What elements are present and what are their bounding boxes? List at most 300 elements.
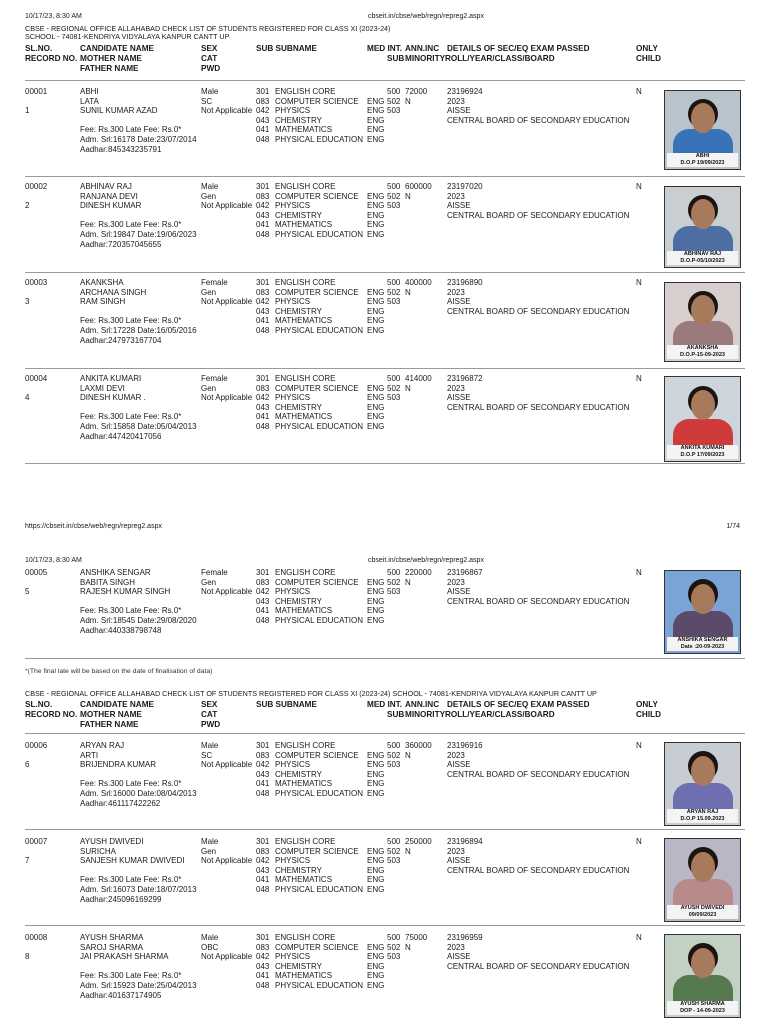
subject-medium: ENG — [367, 229, 385, 239]
record-no: 1 — [25, 106, 30, 116]
subject-code: 083 — [256, 846, 270, 856]
subject-medium: ENG — [367, 875, 385, 885]
subject-code: 042 — [256, 856, 270, 866]
roll-no: 23196959 — [447, 933, 483, 942]
col-pwd: PWD — [201, 64, 221, 73]
father-name: RAJESH KUMAR SINGH — [80, 587, 171, 597]
row-divider — [25, 925, 745, 926]
col-only: ONLY — [636, 44, 658, 53]
subject-medium: ENG — [367, 287, 385, 297]
roll-no: 23196894 — [447, 837, 483, 846]
col-anninc: ANN.INC — [405, 44, 440, 53]
annual-income: 72000 — [405, 87, 428, 96]
subject-name: CHEMISTRY — [275, 865, 322, 875]
photo-face — [691, 199, 715, 229]
category: SC — [201, 750, 213, 760]
aadhar-info: Aadhar:247973167704 — [80, 335, 162, 345]
subject-name: PHYSICAL EDUCATION — [275, 229, 364, 239]
subject-code: 042 — [256, 587, 270, 597]
only-child: N — [636, 87, 642, 96]
subject-int: 503 — [387, 106, 401, 116]
subject-code: 301 — [256, 837, 270, 846]
subject-code: 301 — [256, 87, 270, 96]
subject-int — [387, 616, 400, 626]
photo-body — [673, 783, 733, 811]
photo-caption — [667, 809, 738, 823]
subject-name: MATHEMATICS — [275, 971, 333, 981]
sex: Male — [201, 741, 219, 750]
subject-code: 041 — [256, 875, 270, 885]
subject-medium: ENG — [367, 306, 385, 316]
fee-info: Fee: Rs.300 Late Fee: Rs.0* — [80, 220, 182, 230]
photo-caption — [667, 251, 738, 265]
photo-caption — [667, 905, 738, 919]
subject-int: 500 — [387, 741, 401, 750]
subject-medium: ENG — [367, 596, 385, 606]
photo-caption-name: ABHINAV RAJ — [683, 251, 722, 257]
photo-face — [691, 852, 715, 882]
subject-name: COMPUTER SCIENCE — [275, 577, 359, 587]
subject-int — [387, 971, 400, 981]
subject-name: PHYSICS — [275, 856, 311, 866]
fee-info: Fee: Rs.300 Late Fee: Rs.0* — [80, 875, 182, 885]
serial-no: 00003 — [25, 278, 48, 287]
subject-int — [387, 326, 400, 336]
board: CENTRAL BOARD OF SECONDARY EDUCATION — [447, 865, 630, 875]
photo-caption-date: D.O.P 19/09/2023 — [680, 159, 725, 166]
col-roll: ROLL/YEAR/CLASS/BOARD — [445, 54, 555, 63]
subject-name: PHYSICS — [275, 760, 311, 770]
admission-info: Adm. Srl:18545 Date:29/08/2020 — [80, 615, 197, 625]
subject-name: CHEMISTRY — [275, 210, 322, 220]
record-no: 2 — [25, 201, 30, 211]
photo-caption-name: ABHI — [695, 153, 710, 159]
photo-caption-name: AYUSH DWIVEDI — [680, 905, 725, 911]
annual-income: 250000 — [405, 837, 432, 846]
subject-medium — [367, 374, 384, 384]
aadhar-info: Aadhar:845343235791 — [80, 144, 162, 154]
subject-int: 502 — [387, 383, 401, 393]
print-url-2: cbseit.in/cbse/web/regn/repreg2.aspx — [368, 557, 484, 564]
father-name: SUNIL KUMAR AZAD — [80, 106, 158, 116]
record-no: 7 — [25, 856, 30, 866]
mother-name: LAXMI DEVI — [80, 383, 125, 393]
subject-name: ENGLISH CORE — [275, 837, 336, 846]
only-child: N — [636, 374, 642, 383]
subject-int: 502 — [387, 846, 401, 856]
subject-code: 048 — [256, 229, 270, 239]
only-child: N — [636, 933, 642, 942]
pwd: Not Applicable — [201, 760, 253, 770]
row-divider — [25, 272, 745, 273]
subject-code: 042 — [256, 201, 270, 211]
photo-caption-date: DOP - 14-09-2023 — [680, 1007, 725, 1014]
father-name: SANJESH KUMAR DWIVEDI — [80, 856, 185, 866]
subject-int — [387, 125, 400, 135]
subject-medium: ENG — [367, 383, 385, 393]
exam-class: AISSE — [447, 297, 471, 307]
subject-name: PHYSICS — [275, 106, 311, 116]
student-photo — [664, 742, 741, 826]
annual-income: 400000 — [405, 278, 432, 287]
subject-code: 041 — [256, 412, 270, 422]
sex: Male — [201, 837, 219, 846]
subject-name: ENGLISH CORE — [275, 182, 336, 191]
row-divider — [25, 733, 745, 734]
subject-code: 041 — [256, 220, 270, 230]
photo-caption-date: D.O.P-15-09-2023 — [680, 351, 725, 358]
subject-int: 503 — [387, 297, 401, 307]
col-med: MED INT. — [367, 44, 403, 53]
subject-int — [387, 962, 400, 972]
subject-code: 042 — [256, 106, 270, 116]
pass-year: 2023 — [447, 383, 465, 393]
pwd: Not Applicable — [201, 297, 253, 307]
subject-name: PHYSICS — [275, 952, 311, 962]
photo-caption-date: D.O.P 17/09/2023 — [680, 451, 725, 458]
fee-info: Fee: Rs.300 Late Fee: Rs.0* — [80, 971, 182, 981]
subject-medium: ENG — [367, 779, 385, 789]
col-child: CHILD — [636, 54, 662, 63]
subject-code: 048 — [256, 325, 270, 335]
exam-class: AISSE — [447, 856, 471, 866]
subject-medium: ENG — [367, 115, 385, 125]
subject-code: 048 — [256, 788, 270, 798]
subject-code: 043 — [256, 596, 270, 606]
subject-medium: ENG — [367, 134, 385, 144]
subject-int — [387, 412, 400, 422]
subject-code: 041 — [256, 606, 270, 616]
photo-caption — [667, 153, 738, 167]
subject-int — [387, 307, 400, 317]
minority: N — [405, 846, 411, 856]
subject-name: PHYSICAL EDUCATION — [275, 615, 364, 625]
subject-int — [387, 220, 400, 230]
subject-code: 043 — [256, 865, 270, 875]
fee-info: Fee: Rs.300 Late Fee: Rs.0* — [80, 316, 182, 326]
row-divider — [25, 368, 745, 369]
exam-class: AISSE — [447, 393, 471, 403]
subject-int: 503 — [387, 201, 401, 211]
subject-int — [387, 779, 400, 789]
photo-body — [673, 975, 733, 1003]
pwd: Not Applicable — [201, 393, 253, 403]
row-divider — [25, 176, 745, 177]
photo-body — [673, 419, 733, 447]
serial-no: 00006 — [25, 741, 48, 750]
annual-income: 360000 — [405, 741, 432, 750]
subject-int: 503 — [387, 856, 401, 866]
subject-name: ENGLISH CORE — [275, 87, 336, 96]
subject-int: 503 — [387, 952, 401, 962]
subject-medium: ENG — [367, 942, 385, 952]
subject-code: 048 — [256, 980, 270, 990]
subject-code: 301 — [256, 374, 270, 383]
subject-code: 048 — [256, 615, 270, 625]
subject-medium: ENG — [367, 96, 385, 106]
admission-info: Adm. Srl:19847 Date:19/06/2023 — [80, 229, 197, 239]
serial-no: 00005 — [25, 568, 48, 577]
subject-name: ENGLISH CORE — [275, 278, 336, 287]
subject-int — [387, 885, 400, 895]
subject-medium: ENG — [367, 577, 385, 587]
subject-medium: ENG — [367, 297, 385, 307]
student-photo — [664, 186, 741, 268]
subject-medium: ENG — [367, 125, 385, 135]
subject-code: 048 — [256, 884, 270, 894]
category: OBC — [201, 942, 219, 952]
row-divider — [25, 80, 745, 81]
subject-int — [387, 403, 400, 413]
minority: N — [405, 577, 411, 587]
subject-code: 041 — [256, 125, 270, 135]
col-mother: MOTHER NAME — [80, 54, 142, 63]
photo-face — [691, 584, 715, 614]
subject-code: 042 — [256, 760, 270, 770]
pwd: Not Applicable — [201, 201, 253, 211]
annual-income: 75000 — [405, 933, 428, 942]
admission-info: Adm. Srl:16073 Date:18/07/2013 — [80, 884, 197, 894]
subject-name: COMPUTER SCIENCE — [275, 942, 359, 952]
subject-int — [387, 606, 400, 616]
aadhar-info: Aadhar:401637174905 — [80, 990, 162, 1000]
minority: N — [405, 383, 411, 393]
pwd: Not Applicable — [201, 587, 253, 597]
student-photo — [664, 570, 741, 654]
subject-medium: ENG — [367, 191, 385, 201]
candidate-name: ABHI — [80, 87, 99, 96]
subject-name: PHYSICS — [275, 201, 311, 211]
exam-class: AISSE — [447, 587, 471, 597]
subject-code: 042 — [256, 952, 270, 962]
subject-medium: ENG — [367, 606, 385, 616]
subject-int: 500 — [387, 87, 401, 96]
father-name: JAI PRAKASH SHARMA — [80, 952, 169, 962]
record-no: 8 — [25, 952, 30, 962]
photo-face — [691, 295, 715, 325]
board: CENTRAL BOARD OF SECONDARY EDUCATION — [447, 306, 630, 316]
board: CENTRAL BOARD OF SECONDARY EDUCATION — [447, 115, 630, 125]
father-name: BRIJENDRA KUMAR — [80, 760, 157, 770]
subject-code: 083 — [256, 577, 270, 587]
col-slno: SL.NO. — [25, 44, 53, 53]
subject-medium: ENG — [367, 846, 385, 856]
subject-code: 301 — [256, 741, 270, 750]
subject-name: COMPUTER SCIENCE — [275, 191, 359, 201]
subject-name: ENGLISH CORE — [275, 568, 336, 577]
subject-code: 043 — [256, 210, 270, 220]
student-photo — [664, 376, 741, 462]
only-child: N — [636, 741, 642, 750]
board: CENTRAL BOARD OF SECONDARY EDUCATION — [447, 961, 630, 971]
subject-medium — [367, 933, 384, 943]
subject-medium: ENG — [367, 325, 385, 335]
subject-name: COMPUTER SCIENCE — [275, 750, 359, 760]
subject-int — [387, 597, 400, 607]
subject-name: ENGLISH CORE — [275, 933, 336, 942]
subject-int: 503 — [387, 393, 401, 403]
category: Gen — [201, 287, 217, 297]
pass-year: 2023 — [447, 287, 465, 297]
subject-int: 500 — [387, 182, 401, 191]
subject-code: 043 — [256, 115, 270, 125]
subject-medium: ENG — [367, 971, 385, 981]
subject-code: 301 — [256, 933, 270, 942]
subject-int: 502 — [387, 577, 401, 587]
photo-caption-name: AKANKSHA — [686, 345, 719, 351]
subject-code: 083 — [256, 96, 270, 106]
subject-int — [387, 230, 400, 240]
subject-medium: ENG — [367, 210, 385, 220]
aadhar-info: Aadhar:440338798748 — [80, 625, 162, 635]
col-record: RECORD NO. — [25, 54, 78, 63]
subject-code: 083 — [256, 191, 270, 201]
roll-no: 23196916 — [447, 741, 483, 750]
serial-no: 00002 — [25, 182, 48, 191]
serial-no: 00008 — [25, 933, 48, 942]
subject-code: 083 — [256, 750, 270, 760]
student-photo — [664, 282, 741, 362]
aadhar-info: Aadhar:461117422262 — [80, 798, 161, 808]
father-name: DINESH KUMAR — [80, 201, 142, 211]
subject-int: 502 — [387, 96, 401, 106]
col-sex: SEX — [201, 44, 218, 53]
col-cat: CAT — [201, 54, 218, 63]
pass-year: 2023 — [447, 846, 465, 856]
only-child: N — [636, 568, 642, 577]
subject-code: 041 — [256, 316, 270, 326]
subject-int — [387, 770, 400, 780]
candidate-name: AYUSH SHARMA — [80, 933, 144, 942]
fee-info: Fee: Rs.300 Late Fee: Rs.0* — [80, 606, 182, 616]
sex: Male — [201, 933, 219, 942]
photo-caption-name: AYUSH SHARMA — [680, 1001, 725, 1007]
subject-name: MATHEMATICS — [275, 779, 333, 789]
candidate-name: ANKITA KUMARI — [80, 374, 142, 383]
only-child: N — [636, 182, 642, 191]
admission-info: Adm. Srl:16178 Date:23/07/2014 — [80, 134, 197, 144]
subject-name: CHEMISTRY — [275, 769, 322, 779]
mother-name: ARTI — [80, 750, 99, 760]
browser-header-page2 — [25, 556, 742, 566]
subject-int — [387, 116, 400, 126]
subject-int — [387, 211, 400, 221]
subject-code: 042 — [256, 297, 270, 307]
sex: Female — [201, 374, 228, 383]
father-name: DINESH KUMAR . — [80, 393, 146, 403]
subject-int — [387, 789, 400, 799]
subject-code: 042 — [256, 393, 270, 403]
subject-medium: ENG — [367, 587, 385, 597]
print-url: cbseit.in/cbse/web/regn/repreg2.aspx — [368, 13, 484, 20]
annual-income: 600000 — [405, 182, 432, 191]
photo-caption-date: 09/09/2023 — [688, 911, 717, 918]
roll-no: 23196924 — [447, 87, 483, 96]
photo-body — [673, 611, 733, 639]
subject-code: 043 — [256, 769, 270, 779]
col-father: FATHER NAME — [80, 64, 139, 73]
minority: N — [405, 750, 411, 760]
subject-name: PHYSICAL EDUCATION — [275, 884, 364, 894]
subject-code: 301 — [256, 182, 270, 191]
mother-name: SAROJ SHARMA — [80, 942, 144, 952]
page-count: 1/74 — [726, 523, 740, 530]
record-no: 6 — [25, 760, 30, 770]
subject-name: PHYSICAL EDUCATION — [275, 421, 364, 431]
exam-class: AISSE — [447, 201, 471, 211]
footer-url: https://cbseit.in/cbse/web/regn/repreg2.aspx — [25, 523, 162, 530]
subject-name: MATHEMATICS — [275, 606, 333, 616]
subject-name: COMPUTER SCIENCE — [275, 96, 359, 106]
subject-name: PHYSICAL EDUCATION — [275, 788, 364, 798]
subject-code: 083 — [256, 287, 270, 297]
board: CENTRAL BOARD OF SECONDARY EDUCATION — [447, 402, 630, 412]
subject-name: PHYSICS — [275, 393, 311, 403]
subject-medium: ENG — [367, 769, 385, 779]
report-title-line1: CBSE - REGIONAL OFFICE ALLAHABAD CHECK LIST OF STUDENTS REGISTERED FOR CLASS XI (2023-24) — [25, 24, 391, 33]
photo-face — [691, 103, 715, 133]
subject-medium — [367, 741, 384, 751]
photo-body — [673, 879, 733, 907]
subject-int: 500 — [387, 278, 401, 287]
subject-name: MATHEMATICS — [275, 875, 333, 885]
subject-name: PHYSICAL EDUCATION — [275, 325, 364, 335]
category: Gen — [201, 846, 217, 856]
candidate-name: ARYAN RAJ — [80, 741, 125, 750]
photo-caption-name: ARYAN RAJ — [686, 809, 719, 815]
exam-class: AISSE — [447, 760, 471, 770]
pwd: Not Applicable — [201, 856, 253, 866]
col-sub: SUB — [387, 54, 405, 63]
subject-name: CHEMISTRY — [275, 306, 322, 316]
exam-class: AISSE — [447, 106, 471, 116]
col-details: DETAILS OF SEC/EQ EXAM PASSED — [447, 44, 590, 53]
mother-name: LATA — [80, 96, 99, 106]
photo-caption — [667, 637, 738, 651]
category: Gen — [201, 383, 217, 393]
subject-medium: ENG — [367, 402, 385, 412]
student-photo — [664, 934, 741, 1018]
photo-caption — [667, 445, 738, 459]
subject-int: 500 — [387, 933, 401, 942]
col-candidate: CANDIDATE NAME — [80, 44, 154, 53]
admission-info: Adm. Srl:16000 Date:08/04/2013 — [80, 788, 197, 798]
pass-year: 2023 — [447, 191, 465, 201]
subject-int: 502 — [387, 942, 401, 952]
subject-int — [387, 422, 400, 432]
subject-code: 048 — [256, 421, 270, 431]
record-no: 4 — [25, 393, 30, 403]
record-no: 3 — [25, 297, 30, 307]
roll-no: 23196890 — [447, 278, 483, 287]
photo-caption — [667, 1001, 738, 1015]
father-name: RAM SINGH — [80, 297, 126, 307]
category: Gen — [201, 577, 217, 587]
subject-int — [387, 316, 400, 326]
only-child: N — [636, 837, 642, 846]
subject-medium: ENG — [367, 220, 385, 230]
subject-medium: ENG — [367, 412, 385, 422]
subject-name: MATHEMATICS — [275, 220, 333, 230]
subject-medium: ENG — [367, 952, 385, 962]
subject-int — [387, 135, 400, 145]
subject-medium — [367, 568, 384, 578]
subject-medium: ENG — [367, 421, 385, 431]
row-divider — [25, 658, 745, 659]
mother-name: RANJANA DEVI — [80, 191, 138, 201]
admission-info: Adm. Srl:17228 Date:16/05/2016 — [80, 325, 197, 335]
photo-body — [673, 226, 733, 253]
